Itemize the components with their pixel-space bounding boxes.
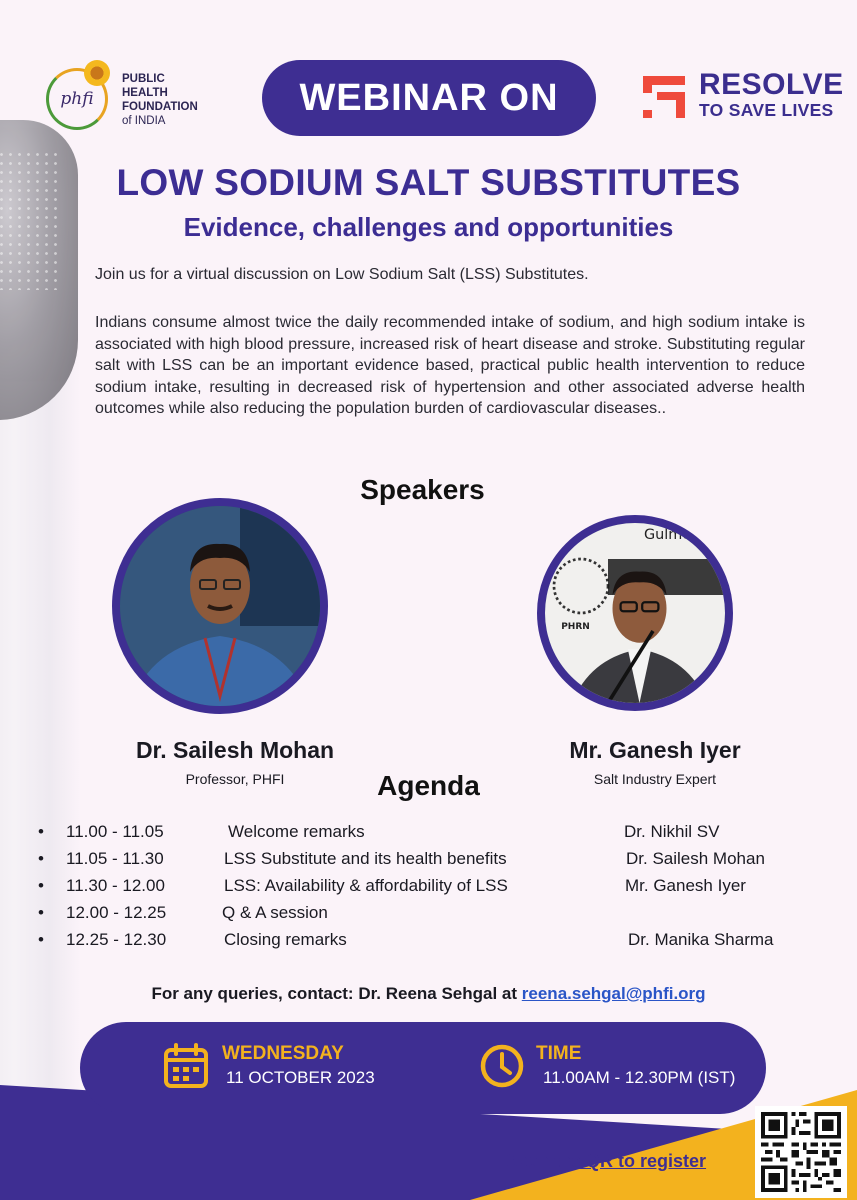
rtsl-logo-line1: RESOLVE [699,68,844,101]
agenda-time: 11.30 - 12.00 [66,876,165,895]
rtsl-logo-mark [643,72,691,120]
speaker-name: Mr. Ganesh Iyer [569,737,741,763]
agenda-item: • 12.25 - 12.30 Closing remarks Dr. Manika Sharma [38,930,774,949]
rtsl-logo-line2: TO SAVE LIVES [699,100,834,120]
photo-banner-text: Gulme [644,527,692,544]
speaker-photo-ganesh-iyer [537,515,733,711]
event-time-label: TIME [536,1043,582,1064]
page-subtitle: Evidence, challenges and opportunities [183,212,674,242]
agenda-item: • 11.05 - 11.30 LSS Substitute and its health benefits Dr. Sailesh Mohan [38,849,765,868]
agenda-speaker: Mr. Ganesh Iyer [625,876,746,895]
calendar-icon [162,1042,210,1090]
phfi-logo-mark: phfi [46,68,108,130]
intro-text: Join us for a virtual discussion on Low Sodium Salt (LSS) Substitutes. [95,266,589,283]
speaker-name: Dr. Sailesh Mohan [135,737,335,763]
photo-banner-logo-text: PHRN [561,622,590,633]
agenda-speaker: Dr. Sailesh Mohan [626,849,765,868]
qr-code[interactable] [755,1106,847,1198]
contact-line: For any queries, contact: Dr. Reena Sehgal at reena.sehgal@phfi.org [151,984,706,1003]
agenda-topic: LSS: Availability & affordability of LSS [224,876,508,895]
register-link[interactable]: Scan the QR to register [506,1151,707,1171]
page-title: LOW SODIUM SALT SUBSTITUTES [116,162,741,203]
event-time: 11.00AM - 12.30PM (IST) [543,1068,736,1087]
speakers-heading: Speakers [360,474,485,505]
agenda-topic: LSS Substitute and its health benefits [224,849,507,868]
agenda-topic: Q & A session [222,903,328,922]
contact-email-link[interactable]: reena.sehgal@phfi.org [521,984,706,1003]
agenda-time: 12.00 - 12.25 [66,903,167,922]
speaker-role: Salt Industry Expert [593,771,717,787]
clock-icon [478,1042,526,1090]
webinar-badge: WEBINAR ON [262,60,596,136]
description-paragraph: Indians consume almost twice the daily recommended intake of sodium, and high sodium intake is associated with high blood pressure, increased risk of heart disease and stroke. Substituting regular salt with LSS can be an important evidence based, practical public health intervention to reduce sodium intake, resulting in decreased risk of hypertension and other associated adverse health outcomes while also reducing the population burden of cardiovascular diseases.. [95,314,805,417]
agenda-time: 11.05 - 11.30 [66,849,164,868]
sunflower-icon [84,60,110,86]
agenda-heading: Agenda [377,770,480,801]
agenda-topic: Welcome remarks [228,822,365,841]
rtsl-logo [643,68,844,124]
event-day-label: WEDNESDAY [222,1043,344,1064]
agenda-time: 11.00 - 11.05 [66,822,164,841]
agenda-item: • 11.00 - 11.05 Welcome remarks Dr. Nikhil SV [38,822,720,841]
agenda-time: 12.25 - 12.30 [66,930,167,949]
phfi-logo-text: PUBLIC HEALTH FOUNDATION of INDIA [122,73,198,127]
speaker-photo-sailesh-mohan [112,498,328,714]
phfi-logo [46,60,226,130]
speaker-role: Professor, PHFI [185,771,285,787]
agenda-speaker: Dr. Nikhil SV [624,822,720,841]
agenda-topic: Closing remarks [224,930,347,949]
event-date: 11 OCTOBER 2023 [226,1068,375,1087]
agenda-item: • 12.00 - 12.25 Q & A session [38,903,328,922]
agenda-item: • 11.30 - 12.00 LSS: Availability & affordability of LSS Mr. Ganesh Iyer [38,876,746,895]
agenda-speaker: Dr. Manika Sharma [628,930,774,949]
